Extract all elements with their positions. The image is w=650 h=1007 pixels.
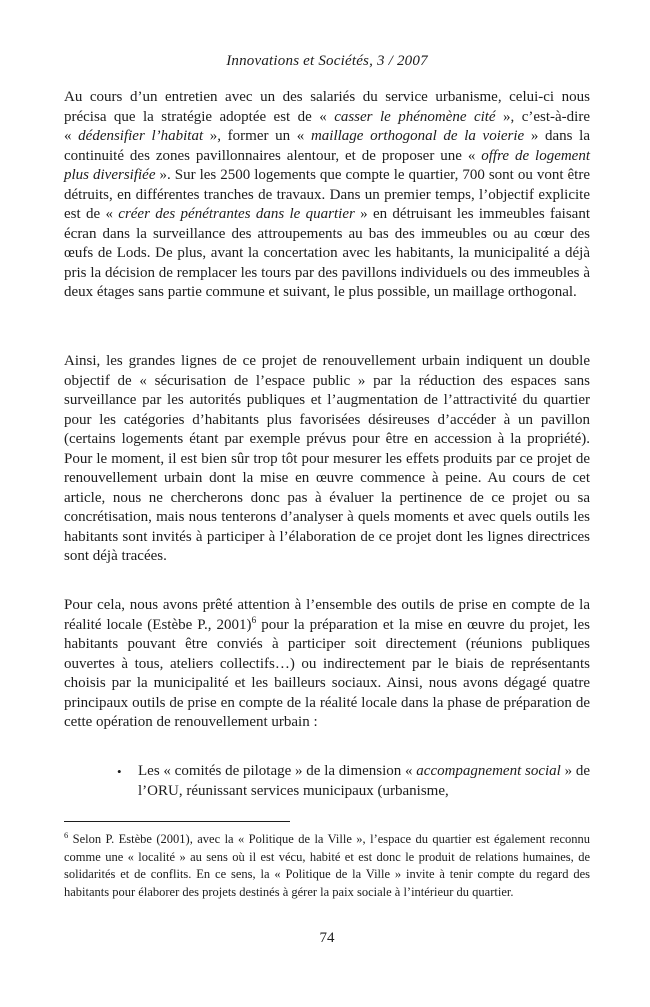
footnote-separator <box>64 821 290 822</box>
bullet-icon: • <box>117 764 122 779</box>
footnote-marker: 6 <box>64 829 69 840</box>
paragraph-2: Ainsi, les grandes lignes de ce projet de renouvellement urbain indiquent un double objectif de « sécurisation de l’espace public » par la réduction des espaces sans surveillance par les autorités publiques et l’augmentation de l’attractivité du quartier pour les catégories d’habitants plus favorisées désireuses d’accéder à un pavillon (certains logements étant par exemple prévus pour être en accession à la propriété). Pour le moment, il est bien sûr trop tôt pour mesurer les effets produits par ce projet de renouvellement urbain dont la mise en œuvre commence à peine. Au cours de cet article, nous ne chercherons donc pas à évaluer la pertinence de ce projet ou sa concrétisation, mais nous tenterons d’analyser à quels moments et avec quels outils les habitants sont invités à participer à l’élaboration de ce projet dont les lignes directrices sont déjà tracées. <box>64 353 590 564</box>
italic-quote: créer des pénétrantes dans le quartier <box>118 206 355 222</box>
text-run: » en détruisant les immeubles faisant écran dans la surveillance des attroupements au bas des immeubles ou au cœur des œufs de Lods. De plus, avant la concertation avec les habitants, la municipalité a déjà pris la décision de remplacer les tours par des pavillons individuels ou des immeubles à deux étages sans partie commune et suivant, le plus possible, un maillage orthogonal. <box>64 206 590 300</box>
footnote-reference: 6 <box>251 615 257 626</box>
paragraph-3 <box>64 596 590 733</box>
footnote-text: Selon P. Estèbe (2001), avec la « Politique de la Ville », l’espace du quartier est également reconnu comme une « localité » au sens où il est vécu, habité et est donc le produit de relations humaines, de solidarités et de conflits. En ce sens, la « Politique de la Ville » invite à tenir compte du regard des habitants pour élaborer des projets destinés à gérer la paix sociale à l’intérieur du quartier. <box>64 832 590 899</box>
italic-quote: maillage orthogonal de la voierie <box>310 128 525 144</box>
text-run: ». Sur les 2500 logements que compte le quartier, 700 sont ou vont être détruits, en différentes tranches de travaux. Dans un premier temps, l’objectif explicite est de « <box>64 167 590 222</box>
paragraph-1 <box>64 88 590 303</box>
bullet-item-text <box>138 762 590 801</box>
text-run: Au cours d’un entretien avec un des salariés du service urbanisme, celui-ci nous précisa que la stratégie adoptée est de « <box>64 89 590 125</box>
italic-quote: casser le phénomène cité <box>334 108 496 125</box>
page-number: 74 <box>319 930 335 946</box>
text-run: Les « comités de pilotage » de la dimension « <box>138 763 417 779</box>
italic-quote: accompagnement social <box>416 763 561 779</box>
text-run: Pour cela, nous avons prêté attention à l’ensemble des outils de prise en compte de la réalité locale (Estèbe P., 2001) <box>64 597 590 633</box>
text-run: pour la préparation et la mise en œuvre du projet, les habitants pouvant être conviés à participer soit directement (réunions publiques ouvertes à tous, ateliers collectifs…) ou indirectement par le biais de représentants choisis par la municipalité et les bailleurs sociaux. Ainsi, nous avons dégagé quatre principaux outils de prise en compte de la réalité locale dans la phase de préparation de cette opération de renouvellement urbain : <box>64 616 590 730</box>
italic-quote: offre de logement plus diversifiée <box>64 147 591 183</box>
text-run: », former un « <box>203 128 311 144</box>
text-run: » de l’ORU, réunissant services municipaux (urbanisme, <box>138 763 590 799</box>
italic-quote: dédensifier l’habitat <box>78 128 204 144</box>
running-header: Innovations et Sociétés, 3 / 2007 <box>226 53 428 69</box>
text-run: », c’est-à-dire « <box>64 108 590 144</box>
footnote <box>64 831 590 901</box>
bullet-list-item <box>64 762 590 801</box>
text-run: » dans la continuité des zones pavillonnaires alentour, et de proposer une « <box>64 128 590 164</box>
